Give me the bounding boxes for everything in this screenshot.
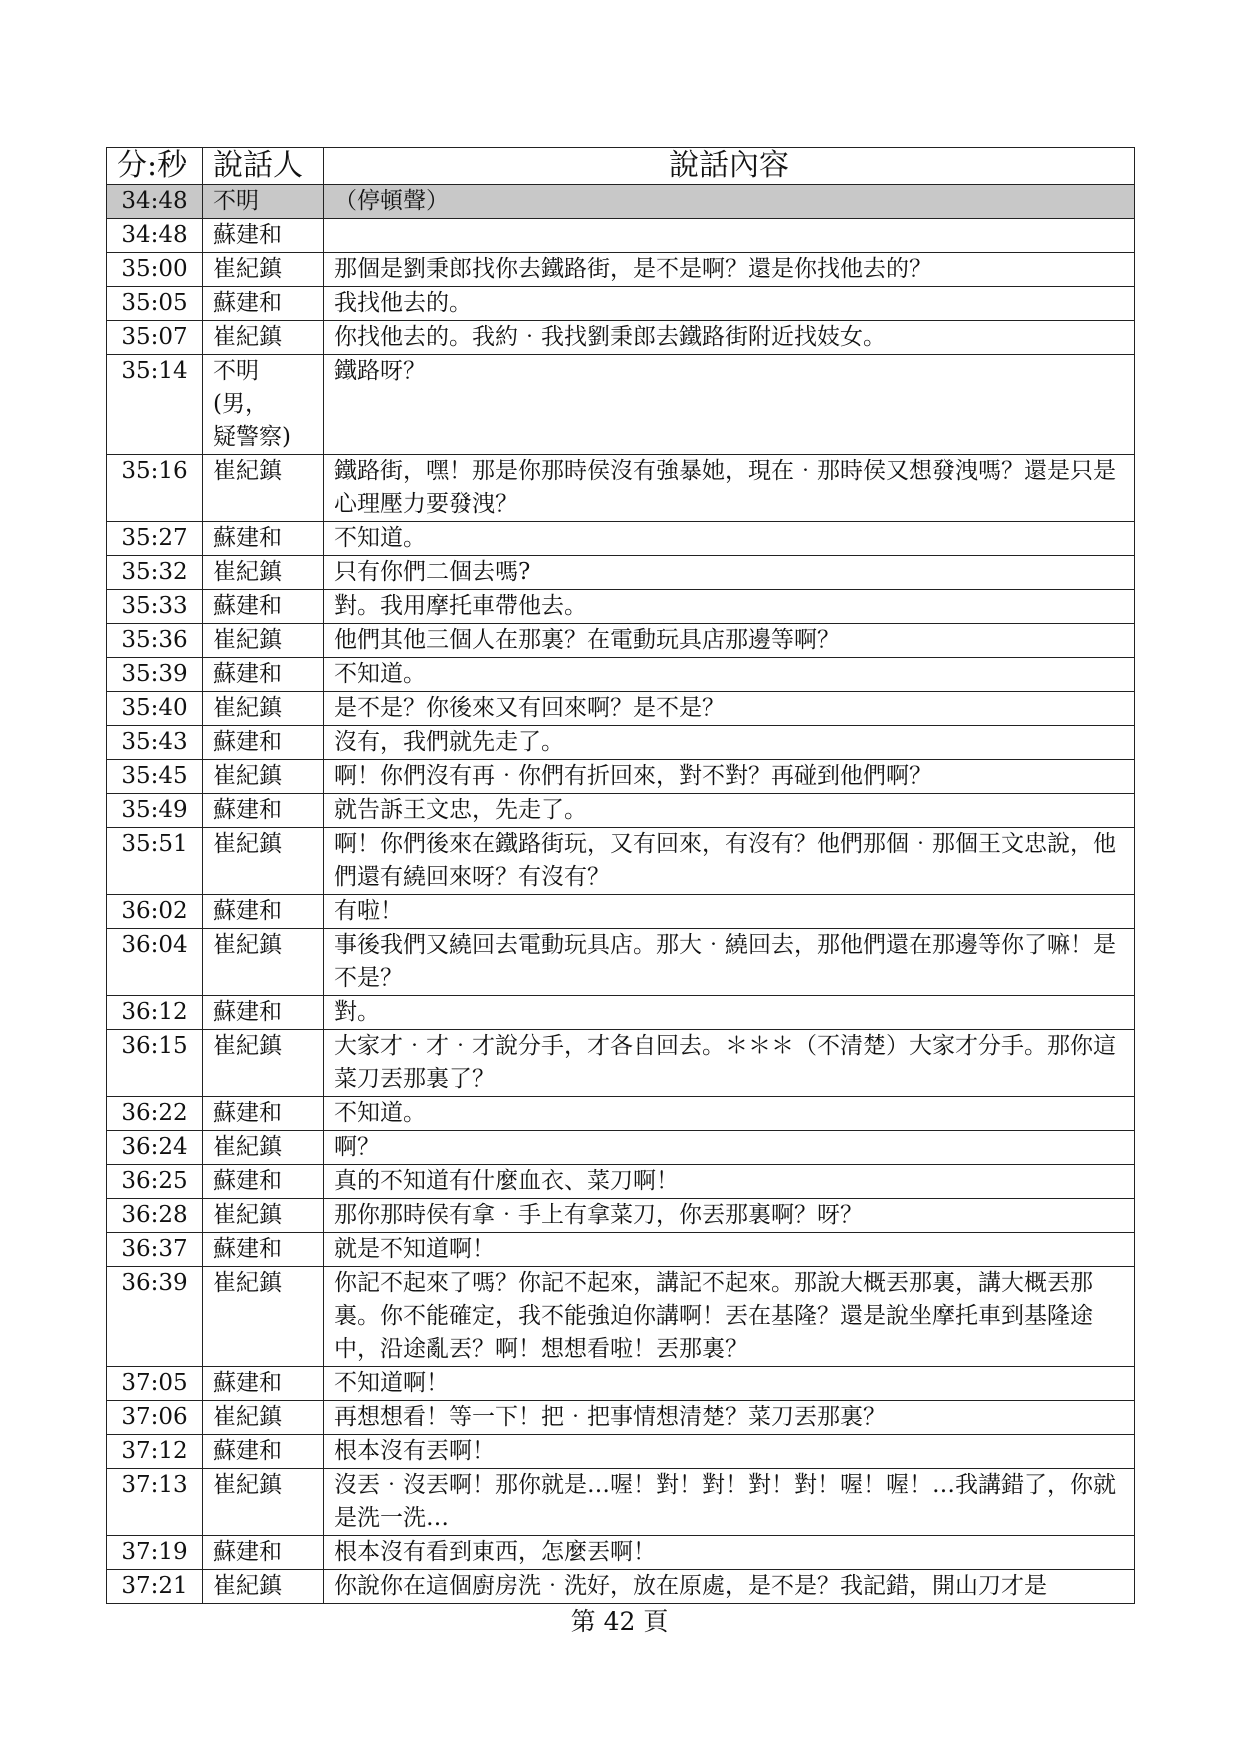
header-row [107,148,1135,185]
row-content: 那你那時侯有拿‧手上有拿菜刀，你丟那裏啊？呀？ [324,1199,1135,1233]
row-time: 36:25 [107,1165,203,1199]
row-content: 我找他去的。 [324,287,1135,321]
row-speaker: 蘇建和 [203,794,324,828]
table-row [107,760,1135,794]
row-time: 34:48 [107,185,203,219]
table-row [107,287,1135,321]
row-speaker: 蘇建和 [203,658,324,692]
row-content: 他們其他三個人在那裏？在電動玩具店那邊等啊？ [324,624,1135,658]
table-row [107,355,1135,455]
row-speaker: 蘇建和 [203,287,324,321]
row-content: 就告訴王文忠，先走了。 [324,794,1135,828]
table-row [107,1570,1135,1604]
transcript-table [106,147,1135,1604]
table-row [107,1367,1135,1401]
row-speaker: 崔紀鎮 [203,1401,324,1435]
table-row [107,219,1135,253]
row-time: 37:12 [107,1435,203,1469]
table-row [107,929,1135,996]
row-speaker: 蘇建和 [203,522,324,556]
row-speaker: 崔紀鎮 [203,1469,324,1536]
row-speaker: 蘇建和 [203,1233,324,1267]
row-time: 35:07 [107,321,203,355]
table-row [107,522,1135,556]
row-content: 根本沒有丟啊！ [324,1435,1135,1469]
row-content: 啊！你們沒有再‧你們有折回來，對不對？再碰到他們啊？ [324,760,1135,794]
table-row [107,1233,1135,1267]
row-speaker: 崔紀鎮 [203,321,324,355]
row-content: 真的不知道有什麼血衣、菜刀啊！ [324,1165,1135,1199]
row-content: 有啦！ [324,895,1135,929]
row-content: 鐵路呀？ [324,355,1135,455]
row-speaker: 崔紀鎮 [203,692,324,726]
row-speaker: 崔紀鎮 [203,1267,324,1367]
row-speaker: 崔紀鎮 [203,253,324,287]
table-row [107,692,1135,726]
row-speaker: 崔紀鎮 [203,455,324,522]
row-time: 35:40 [107,692,203,726]
table-row [107,185,1135,219]
row-time: 35:27 [107,522,203,556]
row-content: 鐵路街，嘿！那是你那時侯沒有強暴她，現在‧那時侯又想發洩嗎？還是只是心理壓力要發洩？ [324,455,1135,522]
row-speaker: 蘇建和 [203,1097,324,1131]
row-speaker: 崔紀鎮 [203,828,324,895]
row-speaker: 不明 [203,185,324,219]
row-speaker: 蘇建和 [203,219,324,253]
row-content: 事後我們又繞回去電動玩具店。那大‧繞回去，那他們還在那邊等你了嘛！是不是？ [324,929,1135,996]
table-row [107,556,1135,590]
row-time: 36:39 [107,1267,203,1367]
row-speaker: 崔紀鎮 [203,624,324,658]
page-number: 第 42 頁 [570,1607,669,1636]
row-speaker: 蘇建和 [203,1536,324,1570]
table-row [107,1435,1135,1469]
row-time: 35:00 [107,253,203,287]
table-row [107,1469,1135,1536]
row-content: 大家才‧才‧才說分手，才各自回去。＊＊＊（不清楚）大家才分手。那你這菜刀丟那裏了？ [324,1030,1135,1097]
row-speaker: 蘇建和 [203,726,324,760]
row-time: 35:14 [107,355,203,455]
row-time: 37:05 [107,1367,203,1401]
row-time: 35:32 [107,556,203,590]
row-time: 35:43 [107,726,203,760]
table-row [107,624,1135,658]
row-content: 不知道。 [324,658,1135,692]
table-row [107,726,1135,760]
table-row [107,1536,1135,1570]
row-speaker: 崔紀鎮 [203,1199,324,1233]
row-speaker: 崔紀鎮 [203,760,324,794]
row-speaker: 蘇建和 [203,1435,324,1469]
header-speaker: 說話人 [203,148,324,185]
row-time: 34:48 [107,219,203,253]
row-time: 35:49 [107,794,203,828]
row-time: 37:13 [107,1469,203,1536]
table-row [107,1131,1135,1165]
table-row [107,1165,1135,1199]
row-content: 沒有，我們就先走了。 [324,726,1135,760]
row-time: 36:24 [107,1131,203,1165]
row-content: 不知道。 [324,1097,1135,1131]
table-row [107,590,1135,624]
row-content: 再想想看！等一下！把‧把事情想清楚？菜刀丟那裏？ [324,1401,1135,1435]
row-speaker: 蘇建和 [203,1367,324,1401]
header-content: 說話內容 [324,148,1135,185]
table-row [107,1097,1135,1131]
row-content: 根本沒有看到東西，怎麼丟啊！ [324,1536,1135,1570]
row-content: 只有你們二個去嗎? [324,556,1135,590]
table-row [107,1030,1135,1097]
row-content: （停頓聲） [324,185,1135,219]
row-time: 35:05 [107,287,203,321]
row-speaker: 崔紀鎮 [203,556,324,590]
row-speaker: 蘇建和 [203,895,324,929]
row-speaker: 崔紀鎮 [203,1030,324,1097]
row-speaker: 蘇建和 [203,1165,324,1199]
table-row [107,828,1135,895]
row-time: 36:12 [107,996,203,1030]
row-content: 你說你在這個廚房洗‧洗好，放在原處，是不是？我記錯，開山刀才是 [324,1570,1135,1604]
row-content: 那個是劉秉郎找你去鐵路街，是不是啊？還是你找他去的？ [324,253,1135,287]
row-content: 不知道。 [324,522,1135,556]
row-content: 你記不起來了嗎？你記不起來，講記不起來。那說大概丟那裏，講大概丟那裏。你不能確定，我不能強迫你講啊！丟在基隆？還是說坐摩托車到基隆途中，沿途亂丟？啊！想想看啦！丟那裏？ [324,1267,1135,1367]
row-time: 37:06 [107,1401,203,1435]
row-time: 37:21 [107,1570,203,1604]
row-content: 啊？ [324,1131,1135,1165]
row-time: 37:19 [107,1536,203,1570]
table-row [107,1267,1135,1367]
row-content: 不知道啊！ [324,1367,1135,1401]
row-time: 35:36 [107,624,203,658]
transcript-body [107,185,1135,1604]
row-content: 啊！你們後來在鐵路街玩，又有回來，有沒有？他們那個‧那個王文忠說，他們還有繞回來呀？有沒有？ [324,828,1135,895]
row-time: 36:37 [107,1233,203,1267]
row-speaker: 不明 (男， 疑警察) [203,355,324,455]
row-time: 35:33 [107,590,203,624]
row-time: 36:22 [107,1097,203,1131]
row-time: 35:51 [107,828,203,895]
row-content: 對。 [324,996,1135,1030]
row-speaker: 蘇建和 [203,996,324,1030]
row-speaker: 崔紀鎮 [203,1131,324,1165]
row-content: 沒丟‧沒丟啊！那你就是…喔！對！對！對！對！喔！喔！…我講錯了，你就是洗一洗… [324,1469,1135,1536]
table-row [107,996,1135,1030]
table-row [107,658,1135,692]
row-content: 你找他去的。我約‧我找劉秉郎去鐵路街附近找妓女。 [324,321,1135,355]
row-time: 35:16 [107,455,203,522]
table-row [107,1199,1135,1233]
table-row [107,455,1135,522]
table-row [107,253,1135,287]
row-content: 就是不知道啊！ [324,1233,1135,1267]
row-speaker: 蘇建和 [203,590,324,624]
table-row [107,794,1135,828]
row-speaker: 崔紀鎮 [203,929,324,996]
row-time: 35:45 [107,760,203,794]
table-row [107,1401,1135,1435]
row-time: 36:02 [107,895,203,929]
row-time: 35:39 [107,658,203,692]
header-time: 分:秒 [107,148,203,185]
row-content: 對。我用摩托車帶他去。 [324,590,1135,624]
row-time: 36:15 [107,1030,203,1097]
row-speaker: 崔紀鎮 [203,1570,324,1604]
table-row [107,321,1135,355]
row-time: 36:04 [107,929,203,996]
row-content: 是不是？你後來又有回來啊？是不是？ [324,692,1135,726]
row-content [324,219,1135,253]
table-row [107,895,1135,929]
row-time: 36:28 [107,1199,203,1233]
